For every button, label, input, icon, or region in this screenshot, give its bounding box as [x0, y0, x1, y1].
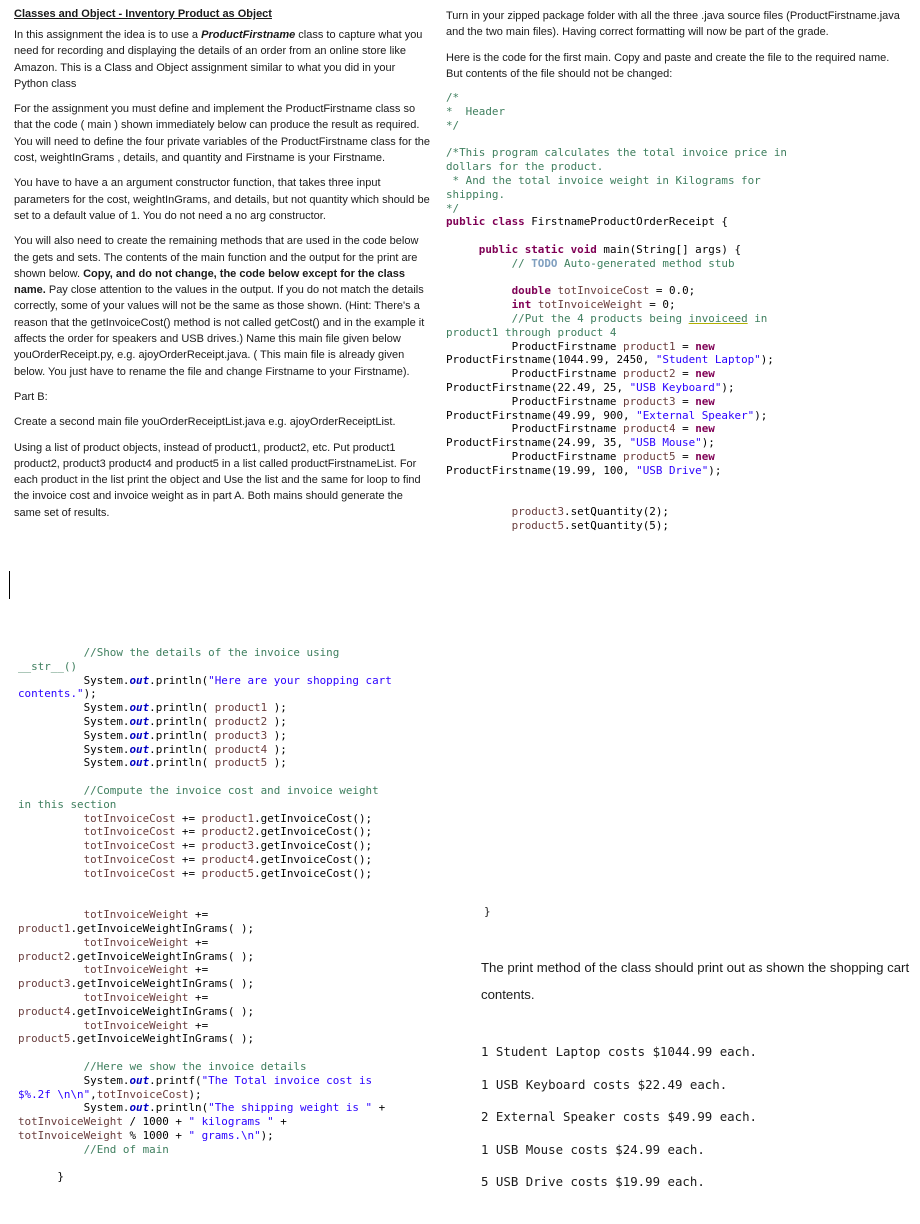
instructions-column: [14, 8, 432, 530]
expected-output: [481, 1044, 757, 1207]
intro-paragraph: In this assignment the idea is to use a ProductFirstname class to capture what you need for recording and displaying the details of an order from an online store like Amazon. This is a Class and Object assignment similar to what you did in your Python class: [14, 29, 423, 90]
part-b-heading: Part B:: [14, 390, 48, 403]
output-line: 1 USB Keyboard costs $22.49 each.: [481, 1076, 728, 1092]
closing-brace: }: [484, 905, 491, 918]
submission-paragraph: Turn in your zipped package folder with all the three .java source files (ProductFirstname.java and the two main files). Having correct formatting will now be part of the grade.: [446, 10, 900, 39]
methods-paragraph: You will also need to create the remaining methods that are used in the code below the gets and sets. The contents of the main function and the output for the print are shown below. Copy, and do not change, the code below except for the class name. Pay close attention to the values in the output. If you do not match the details correctly, some of your values will not be the same as those shown. (Hint: There's a reason that the getInvoiceCost() method is not called getCost() and in the example it affects the order for speakers and USB drives.) Name this main file given below youOrderReceipt.py, e.g. ajoyOrderReceipt.java. ( This main file is already given below. You just have to rename the file and change Firstname to your Firstname).: [14, 235, 425, 378]
assignment-title: Classes and Object - Inventory Product as Object: [14, 8, 272, 20]
right-column: [446, 8, 908, 533]
constructor-paragraph: You have to have a an argument constructor function, that takes three input parameters for the cost, weightInGrams, and details, but not quantity which should be set to a default value of 1. You do not need a no arg constructor.: [14, 177, 430, 222]
code-intro-paragraph: Here is the code for the first main. Copy and paste and create the file to the required name. But contents of the file should not be changed:: [446, 51, 890, 80]
output-line: 1 Student Laptop costs $1044.99 each.: [481, 1044, 758, 1059]
code-text: //Show the details of the invoice using __str__() System.out.println("Here are your shopping cart contents."); System.out.println( product1 ); System.out.println( product2 ); System.out.println( product3 ); System.out.println( product4 ); System.out.println( product5 ); //Compute the invoice cost and invoice weight in this section totInvoiceCost += product1.getInvoiceCost(); totInvoiceCost += product2.getInvoiceCost(); totInvoiceCost += product3.getInvoiceCost(); totInvoiceCost += product4.getInvoiceCost(); totInvoiceCost += product5.getInvoiceCost(); totInvoiceWeight += product1.getInvoiceWeightInGrams( ); totInvoiceWeight += product2.getInvoiceWeightInGrams( ); totInvoiceWeight += product3.getInvoiceWeightInGrams( ); totInvoiceWeight += product4.getInvoiceWeightInGrams( ); totInvoiceWeight += product5.getInvoiceWeightInGrams( ); //Here we show the invoice details System.out.printf("The Total invoice cost is $%.2f \n\n",totInvoiceCost); System.out.println("The shipping weight is " + totInvoiceWeight / 1000 + " kilograms " + totInvoiceWeight % 1000 + " grams.\n"); //End of main }: [18, 646, 392, 1184]
output-line: 5 USB Drive costs $19.99 each.: [481, 1174, 705, 1189]
list-paragraph: Using a list of product objects, instead of product1, product2, etc. Put product1 product2, product3 product4 and product5 in a list called productFirstnameList. For each product in the list print the object and Use the list and the same for loop to find the invoice cost and invoice weight as in part A. Both mains should generate the same set of results.: [14, 441, 421, 519]
print-note: The print method of the class should print out as shown the shopping cart contents.: [481, 960, 910, 1002]
output-line: 1 USB Mouse costs $24.99 each.: [481, 1141, 705, 1157]
code-text: /* * Header */ /*This program calculates the total invoice price in dollars for the product. * And the total invoice weight in Kilograms for shipping. */ public class FirstnameProductOrderReceipt { public static void main(String[] args) { // TODO Auto-generated method stub double totInvoiceCost = 0.0; int totInvoiceWeight = 0; //Put the 4 products being invoiceed in product1 through product 4 ProductFirstname product1 = new ProductFirstname(1044.99, 2450, "Student Laptop"); ProductFirstname product2 = new ProductFirstname(22.49, 25, "USB Keyboard"); ProductFirstname product3 = new ProductFirstname(49.99, 900, "External Speaker"); ProductFirstname product4 = new ProductFirstname(24.99, 35, "USB Mouse"); ProductFirstname product5 = new ProductFirstname(19.99, 100, "USB Drive"); product3.setQuantity(2); product5.setQuantity(5);: [446, 91, 787, 532]
code-block-main-part2: [18, 646, 458, 1184]
code-block-main-part1: [446, 91, 908, 533]
text-cursor: [9, 571, 10, 599]
definition-paragraph: For the assignment you must define and implement the ProductFirstname class so that the code ( main ) shown immediately below can produce the result as required. You will need to define the four private variables of the ProductFirstname class for the cost, weightInGrams , details, and quantity and Firstname is your Firstname.: [14, 103, 430, 165]
output-line: 2 External Speaker costs $49.99 each.: [481, 1109, 758, 1124]
part-b-paragraph: Create a second main file youOrderReceiptList.java e.g. ajoyOrderReceiptList.: [14, 416, 396, 429]
